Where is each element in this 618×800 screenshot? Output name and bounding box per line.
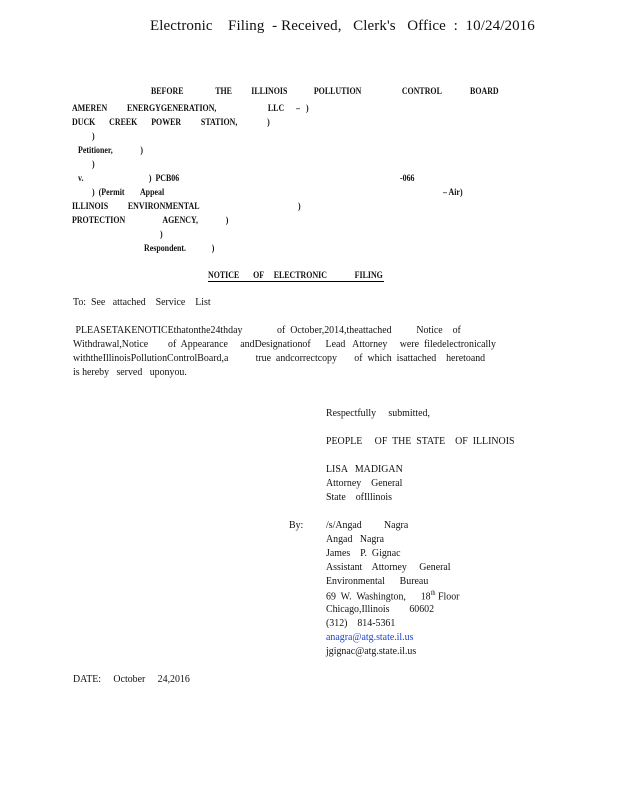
caption-word: CONTROL [401,86,442,96]
phone-number: (312) 814-5361 [326,617,396,629]
notice-title: NOTICE OF ELECTRONIC FILING [208,270,383,280]
email-link[interactable]: anagra@atg.state.il.us [326,631,414,643]
electronic-signature: /s/Angad Nagra [326,519,409,531]
attorney-general-title: Attorney General [326,477,403,489]
caption-appeal-type: – Air) [443,187,463,197]
date-line: DATE: October 24,2016 [73,673,190,685]
to-service-list: To: See attached Service List [73,296,211,308]
respectfully-submitted: Respectfully submitted, [326,407,430,419]
caption-respondent-agency: PROTECTION AGENCY, ) [72,215,229,225]
attorney-general-name: LISA MADIGAN [326,463,403,475]
caption-permit-appeal: ) (Permit Appeal [92,187,165,197]
notice-body-line: Withdrawal,Notice of Appearance andDesignationof Lead Attorney were filedelectronically [73,338,496,350]
attorney-title: Assistant Attorney General [326,561,451,573]
notice-body-line: is hereby served uponyou. [73,366,187,378]
address-city: Chicago,Illinois 60602 [326,603,435,615]
address-street-text: 69 W. Washington, 18 [326,590,431,603]
email-text: jgignac@atg.state.il.us [326,645,417,657]
bureau-name: Environmental Bureau [326,575,429,587]
caption-word: ILLINOIS [251,86,288,96]
filing-stamp-header: Electronic Filing - Received, Clerk's Office : 10/24/2016 [150,18,535,34]
caption-bracket: ) [92,131,95,141]
caption-petitioner-label: Petitioner, ) [78,145,144,155]
caption-versus-case-number: v. ) PCB06 [78,173,180,183]
caption-respondent-name: ILLINOIS ENVIRONMENTAL ) [72,201,301,211]
before-the-board-line [147,76,499,96]
caption-word: BEFORE [150,86,184,96]
notice-body-line: PLEASETAKENOTICEthatonthe24thday of October,2014,theattached Notice of [73,324,461,336]
caption-word: POLLUTION [313,86,362,96]
caption-word: THE [215,86,232,96]
attorney-name: Angad Nagra [326,533,385,545]
caption-respondent-label: Respondent. ) [144,243,215,253]
caption-bracket: ) [160,229,163,239]
caption-word: BOARD [470,86,499,96]
caption-bracket: ) [92,159,95,169]
attorney-general-state: State ofIllinois [326,491,392,503]
caption-line-station: DUCK CREEK POWER STATION, ) [72,117,270,127]
caption-line-petitioner-name: AMEREN ENERGYGENERATION, LLC – ) [72,103,309,113]
attorney-name: James P. Gignac [326,547,401,559]
address-street [326,589,459,603]
ordinal-suffix: th [430,589,436,597]
case-number-suffix: -066 [400,173,415,183]
by-label: By: [289,519,304,531]
notice-body-line: withtheIllinoisPollutionControlBoard,a true andcorrectcopy of which isattached heretoand [73,352,486,364]
address-floor-text: Floor [435,590,460,603]
party-name: PEOPLE OF THE STATE OF ILLINOIS [326,435,515,447]
